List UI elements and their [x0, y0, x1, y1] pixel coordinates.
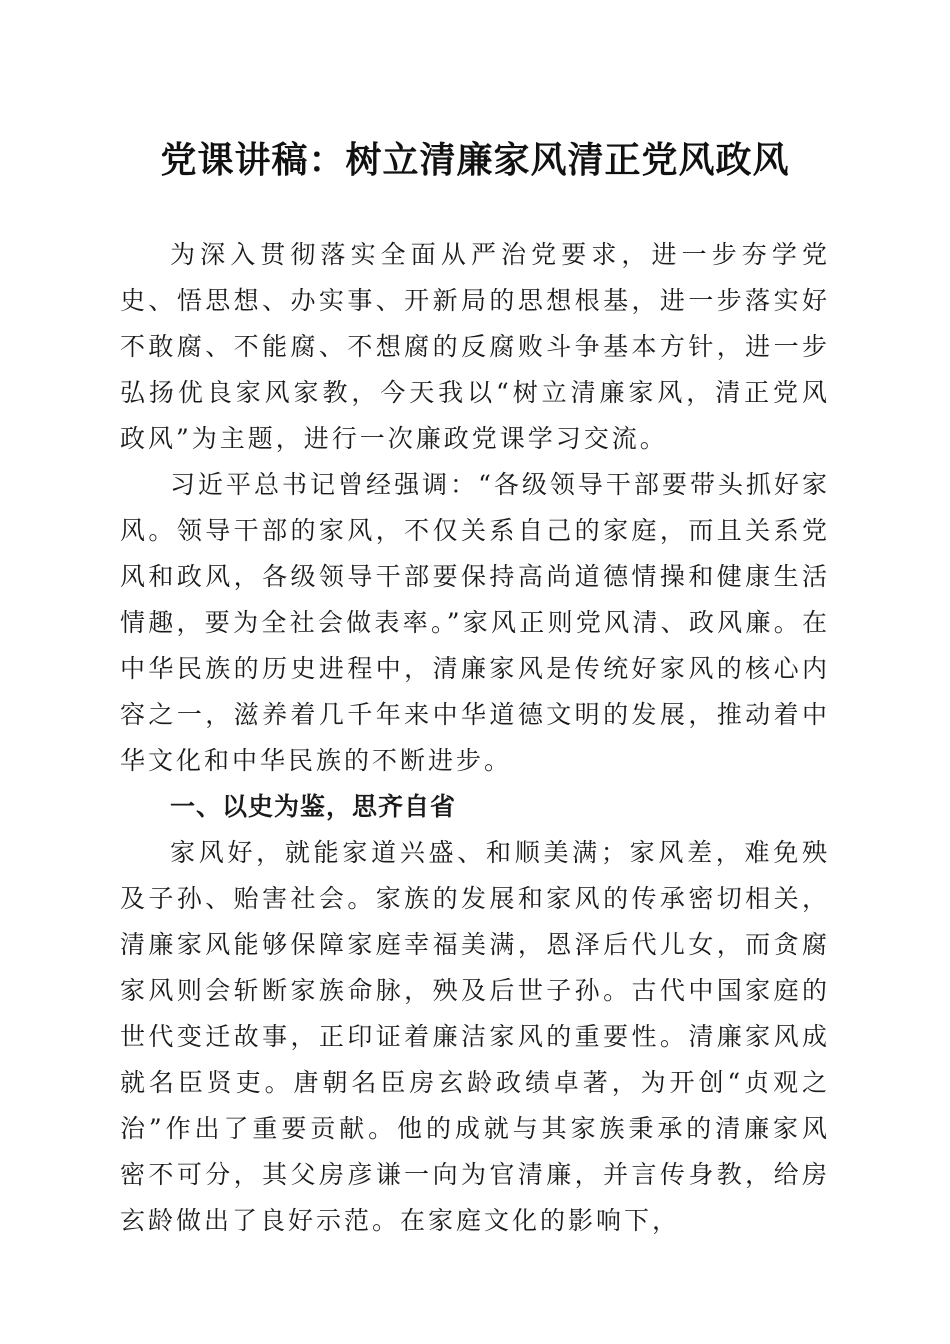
section-heading-1: 一、以史为鉴，思齐自省	[170, 792, 457, 821]
document-title: 党课讲稿：树立清廉家风清正党风政风	[160, 139, 790, 181]
paragraph-section-1: 家风好，就能家道兴盛、和顺美满；家风差，难免殃及子孙、贻害社会。家族的发展和家风的传承密切相关，清廉家风能够保障家庭幸福美满，恩泽后代儿女，而贪腐家风则会斩断家族命脉，殃及后世子孙。古代中国家庭的世代变迁故事，正印证着廉洁家风的重要性。清廉家风成就名臣贤吏。唐朝名臣房玄龄政绩卓著，为开创“贞观之治”作出了重要贡献。他的成就与其家族秉承的清廉家风密不可分，其父房彦谦一向为官清廉，并言传身教，给房玄龄做出了良好示范。在家庭文化的影响下，	[120, 838, 830, 1235]
paragraph-intro: 为深入贯彻落实全面从严治党要求，进一步夯学党史、悟思想、办实事、开新局的思想根基，进一步落实好不敢腐、不能腐、不想腐的反腐败斗争基本方针，进一步弘扬优良家风家教，今天我以“树立清廉家风，清正党风政风”为主题，进行一次廉政党课学习交流。	[120, 240, 830, 453]
paragraph-quote: 习近平总书记曾经强调：“各级领导干部要带头抓好家风。领导干部的家风，不仅关系自己的家庭，而且关系党风和政风，各级领导干部要保持高尚道德情操和健康生活情趣，要为全社会做表率。”家风正则党风清、政风廉。在中华民族的历史进程中，清廉家风是传统好家风的核心内容之一，滋养着几千年来中华道德文明的发展，推动着中华文化和中华民族的不断进步。	[120, 470, 830, 775]
document-body	[120, 232, 830, 1244]
